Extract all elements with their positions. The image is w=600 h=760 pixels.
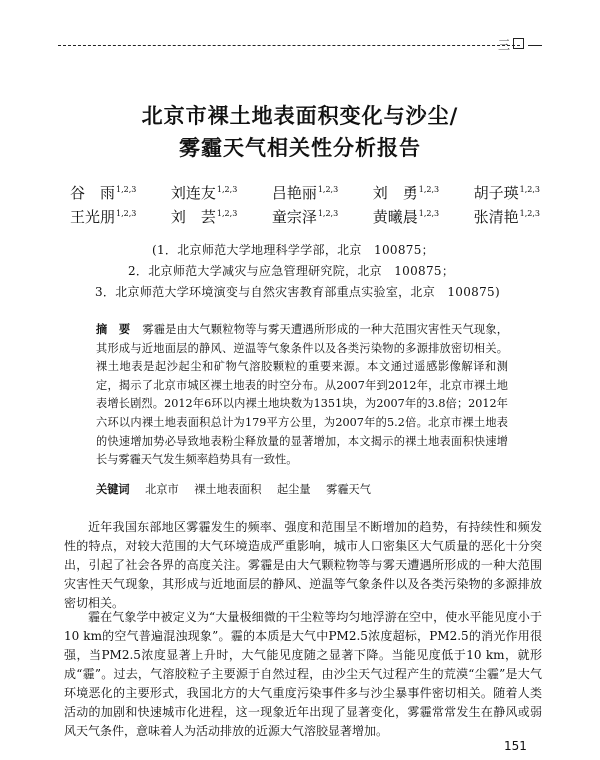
author-affil: 1,2,3 [317,185,339,194]
author [70,182,136,203]
author-affil: 1,2,3 [216,209,238,218]
author [474,182,540,203]
author-affil: 1,2,3 [216,185,238,194]
keyword: 雾霾天气 [326,483,371,496]
author-affil: 1,2,3 [519,185,540,194]
body-paragraph-2: 霾在气象学中被定义为“大量极细微的干尘粒等均匀地浮游在空中，使水平能见度小于10 km的空气普遍混浊现象”。霾的本质是大气中PM2.5浓度超标，PM2.5的消光作用很强，当PM2.5浓度显著上升时，大气能见度随之显著下降。当能见度低于10 km，就形成“霾”。过去，气溶胶粒子主要源于自然过程，由沙尘天气过程产生的荒漠“尘霾”是大气环境恶化的主要形式，我国北方的大气重度污染事件多与沙尘暴事件密切相关。随着人类活动的加剧和快速城市化进程，这一现象近年出现了显著变化，雾霾常常发生在静风或弱风天气条件，意味着人为活动排放的近源大气溶胶显著增加。 [64,610,542,738]
author-name: 吕艳丽 [271,184,317,202]
header-rule-end [528,45,542,46]
author [474,206,540,227]
header-rule [58,45,520,46]
author [373,206,439,227]
title-line-1: 北京市裸土地表面积变化与沙尘/ [141,103,459,128]
keyword: 起尘量 [276,483,311,496]
keyword: 裸土地表面积 [194,483,262,496]
author-affil: 1,2,3 [116,209,137,218]
page-number: 151 [504,739,527,753]
abstract-text: 雾霾是由大气颗粒物等与雾天遭遇所形成的一种大范围灾害性天气现象，其形成与近地面层的静风、逆温等气象条件以及各类污染物的多源排放密切相关。裸土地表是起沙起尘和矿物气溶胶颗粒的重要来源。本文通过遥感影像解译和测定，揭示了北京市城区裸土地表的时空分布。从2007年到2012年，北京市裸土地表增长剧烈。2012年6环以内裸土地块数为1351块，为2007年的3.8倍；2012年六环以内裸土地表面积总计为179平方公里，为2007年的5.2倍。北京市裸土地表的快速增加势必导致地表粉尘释放量的显著增加，本文揭示的裸土地表面积快速增长与雾霾天气发生频率趋势具有一致性。 [96,323,508,467]
header-square-icon [513,38,524,49]
author-name: 王光朋 [70,208,116,226]
author-affil: 1,2,3 [418,209,440,218]
authors-row-1 [70,182,540,203]
body-paragraph-1: 近年我国东部地区雾霾发生的频率、强度和范围呈不断增加的趋势，有持续性和频发性的特点，对较大范围的大气环境造成严重影响，城市人口密集区大气质量的恶化十分突出，引起了社会各界的高度关注。雾霾是由大气颗粒物等与雾天遭遇所形成的一种大范围灾害性天气现象，其形成与近地面层的静风、逆温等气象条件以及各类污染物的多源排放密切相关。 [64,520,542,610]
author-name: 谷 雨 [70,184,116,202]
author-name: 刘 芸 [170,208,216,226]
keyword: 北京市 [145,483,179,496]
author-affil: 1,2,3 [116,185,137,194]
author [373,182,439,203]
author [272,206,338,227]
author [272,182,338,203]
affiliation-1: (1．北京师范大学地理科学学部，北京 100875； [152,243,434,257]
author [171,182,237,203]
abstract-label: 摘 要 [96,322,131,336]
author-name: 黄曦晨 [372,208,418,226]
author-name: 张清艳 [473,208,519,226]
abstract [96,320,508,470]
author-name: 刘 勇 [372,184,418,202]
author [171,206,237,227]
author-name: 刘连友 [170,184,216,202]
author-affil: 1,2,3 [418,185,440,194]
affiliation-3: 3．北京师范大学环境演变与自然灾害教育部重点实验室，北京 100875) [95,285,500,299]
keywords [96,481,508,497]
authors-row-2 [70,206,540,227]
header-mark: 三 [498,38,511,52]
author-affil: 1,2,3 [317,209,339,218]
author-affil: 1,2,3 [519,209,540,218]
author-name: 胡子瑛 [473,184,519,202]
affiliation-2: 2．北京师范大学减灾与应急管理研究院，北京 100875； [128,264,455,278]
keywords-label: 关键词 [96,482,130,496]
title-line-2: 雾霾天气相关性分析报告 [179,135,421,160]
author [70,206,136,227]
author-name: 童宗泽 [271,208,317,226]
